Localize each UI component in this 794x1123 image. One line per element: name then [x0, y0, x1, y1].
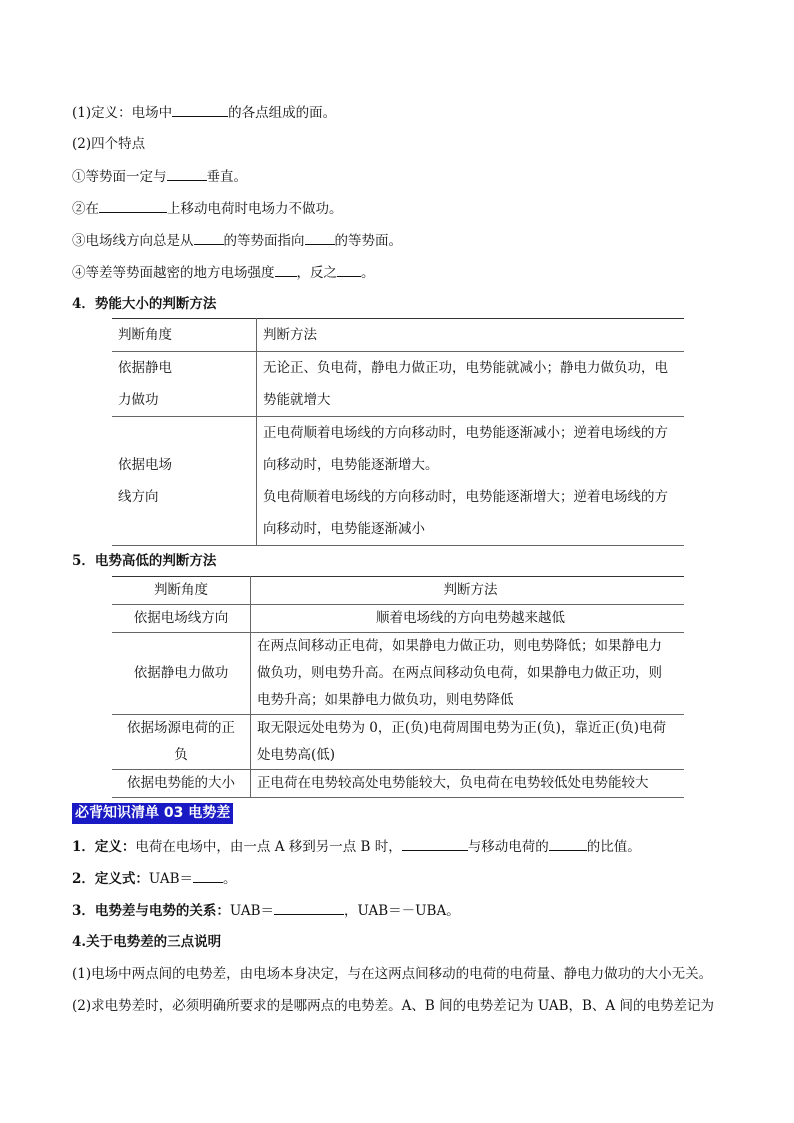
table-cell-angle: 依据电势能的大小	[112, 770, 251, 798]
cell-line: 依据静电	[118, 360, 172, 376]
note-2: (2)求电势差时，必须明确所要求的是哪两点的电势差。A、B 间的电势差记为 UAB，B、A 间的电势差记为	[72, 998, 714, 1014]
fill-blank	[99, 198, 167, 213]
fill-blank	[337, 262, 361, 277]
table-row	[112, 352, 684, 417]
potential-difference-relation	[72, 900, 460, 921]
table-header-cell: 判断角度	[112, 319, 257, 352]
fill-blank	[172, 102, 228, 117]
table-header-cell: 判断方法	[257, 319, 685, 352]
text-segment: 的等势面。	[334, 233, 402, 249]
feature-4-line	[72, 262, 375, 283]
definition-line	[72, 102, 336, 123]
text-segment: 的等势面指向	[223, 233, 305, 249]
table-cell-angle	[112, 352, 257, 417]
table-header-row	[112, 319, 684, 352]
table-row	[112, 417, 684, 546]
table-header-cell: 判断方法	[251, 577, 685, 605]
table-cell-method	[257, 417, 685, 546]
cell-line: 正电荷顺着电场线的方向移动时，电势能逐渐减小；逆着电场线的方	[263, 425, 668, 441]
text-segment: ④等差等势面越密的地方电场强度	[72, 265, 275, 281]
section-heading-potential-level: 5．电势高低的判断方法	[72, 553, 217, 569]
feature-1-line	[72, 166, 247, 187]
four-features-line: (2)四个特点	[72, 136, 146, 152]
cell-line: 无论正、负电荷，静电力做正功，电势能就减小；静电力做负功，电	[263, 360, 668, 376]
feature-2-line	[72, 198, 343, 219]
fill-blank	[167, 166, 207, 181]
cell-line: 依据电场	[118, 457, 172, 473]
cell-line: 处电势高(低)	[257, 747, 336, 763]
table-cell-angle: 依据电场线方向	[112, 605, 251, 633]
fill-blank	[549, 836, 587, 851]
table-header-row	[112, 577, 684, 605]
potential-level-table	[112, 576, 684, 798]
potential-difference-definition	[72, 836, 641, 857]
table-row	[112, 770, 684, 798]
table-row	[112, 605, 684, 633]
text-segment: 与移动电荷的	[467, 839, 549, 855]
cell-line: 线方向	[118, 489, 159, 505]
text-segment: 。	[223, 871, 237, 887]
text-segment: ③电场线方向总是从	[72, 233, 194, 249]
cell-line: 依据场源电荷的正	[127, 720, 235, 736]
text-segment: ，UAB＝－UBA。	[344, 903, 460, 919]
text-segment: 的各点组成的面。	[228, 105, 337, 121]
fill-blank	[305, 230, 335, 245]
table-cell-method: 正电荷在电势较高处电势能较大，负电荷在电势较低处电势能较大	[251, 770, 685, 798]
cell-line: 电势升高；如果静电力做负功，则电势降低	[257, 692, 514, 708]
fill-blank	[193, 868, 223, 883]
section-heading-potential-energy: 4．势能大小的判断方法	[72, 296, 217, 312]
cell-line: 在两点间移动正电荷，如果静电力做正功，则电势降低；如果静电力	[257, 638, 662, 654]
table-header-cell: 判断角度	[112, 577, 251, 605]
cell-line: 负电荷顺着电场线的方向移动时，电势能逐渐增大；逆着电场线的方	[263, 489, 668, 505]
fill-blank	[194, 230, 224, 245]
item-label: 3．电势差与电势的关系：	[72, 903, 230, 919]
cell-line: 势能就增大	[263, 392, 331, 408]
feature-3-line	[72, 230, 402, 251]
item-label: 1．定义：	[72, 839, 136, 855]
item-label: 2．定义式：	[72, 871, 149, 887]
cell-line: 力做功	[118, 392, 159, 408]
cell-line: 负	[174, 747, 188, 763]
table-cell-method	[251, 633, 685, 715]
text-segment: 电荷在电场中，由一点 A 移到另一点 B 时，	[135, 839, 402, 855]
cell-line: 向移动时，电势能逐渐减小	[263, 521, 425, 537]
text-segment: (1)定义：电场中	[72, 105, 173, 121]
cell-line: 做负功，则电势升高。在两点间移动负电荷，如果静电力做正功，则	[257, 665, 662, 681]
notes-heading: 4.关于电势差的三点说明	[72, 934, 222, 950]
table-row	[112, 633, 684, 715]
text-segment: ①等势面一定与	[72, 169, 167, 185]
table-row	[112, 715, 684, 770]
potential-energy-table	[112, 318, 684, 546]
cell-line: 向移动时，电势能逐渐增大。	[263, 457, 439, 473]
fill-blank	[275, 262, 297, 277]
text-segment: 的比值。	[586, 839, 641, 855]
fill-blank	[274, 900, 344, 915]
table-cell-method: 顺着电场线的方向电势越来越低	[251, 605, 685, 633]
fill-blank	[402, 836, 468, 851]
table-cell-method	[257, 352, 685, 417]
text-segment: ②在	[72, 201, 99, 217]
cell-line: 取无限远处电势为 0，正(负)电荷周围电势为正(负)，靠近正(负)电荷	[257, 720, 666, 736]
text-segment: UAB＝	[148, 871, 194, 887]
table-cell-angle: 依据静电力做功	[112, 633, 251, 715]
table-cell-angle	[112, 417, 257, 546]
text-segment: 垂直。	[206, 169, 247, 185]
table-cell-angle	[112, 715, 251, 770]
potential-difference-formula	[72, 868, 237, 889]
knowledge-list-banner: 必背知识清单 03 电势差	[72, 803, 233, 824]
note-1: (1)电场中两点间的电势差，由电场本身决定，与在这两点间移动的电荷的电荷量、静电力做功的大小无关。	[72, 966, 713, 982]
text-segment: 上移动电荷时电场力不做功。	[167, 201, 343, 217]
text-segment: UAB＝	[229, 903, 275, 919]
text-segment: 。	[361, 265, 375, 281]
table-cell-method	[251, 715, 685, 770]
text-segment: ，反之	[296, 265, 337, 281]
